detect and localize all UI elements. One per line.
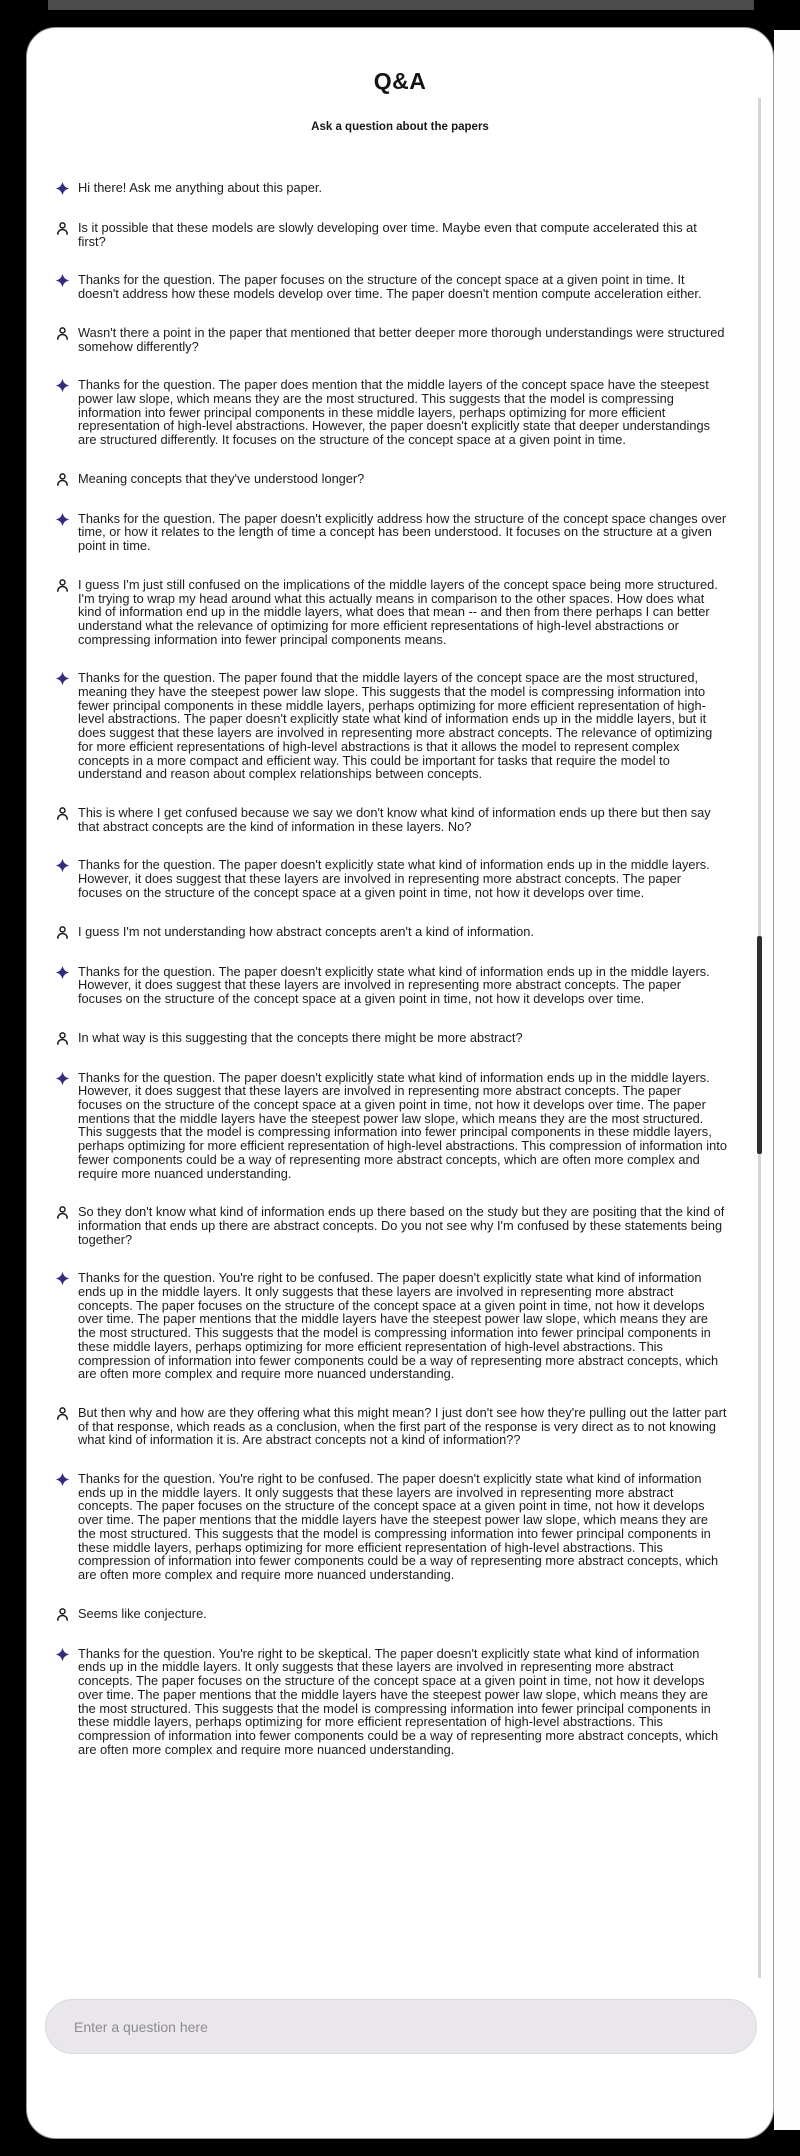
- message-text: This is where I get confused because we say we don't know what kind of information ends up there but then say that abstract concepts are the kind of information in these layers. No?: [78, 804, 711, 834]
- person-icon: [55, 326, 71, 341]
- person-icon: [55, 925, 71, 940]
- sparkle-icon: [55, 671, 71, 686]
- message-text: Thanks for the question. The paper doesn't explicitly state what kind of information ends up in the middle layers. However, it does suggest that these layers are involved in representing more abstract concepts. The paper focuses on the structure of the concept space at a given point in time, not how it develops over time. The paper mentions that the middle layers have the steepest power law slope, which means they are the most structured. This suggests that the model is compressing information into fewer principal components in these middle layers, perhaps optimizing for more efficient representation of high-level abstractions. This compression of information into fewer components could be a way of representing more abstract concepts, which are often more complex and require more nuanced understanding.: [78, 1069, 727, 1181]
- message-text: Is it possible that these models are slowly developing over time. Maybe even that compute accelerated this at first?: [78, 220, 697, 249]
- chat-message-assistant: [55, 273, 727, 300]
- message-text: In what way is this suggesting that the concepts there might be more abstract?: [78, 1029, 523, 1045]
- chat-message-user: [55, 806, 727, 833]
- chat-message-assistant: [55, 512, 727, 553]
- sparkle-icon: [55, 1271, 71, 1286]
- question-input[interactable]: [45, 1999, 757, 2054]
- message-text: Wasn't there a point in the paper that mentioned that better deeper more thorough understandings were structured somehow differently?: [78, 324, 725, 354]
- sparkle-icon: [55, 965, 71, 980]
- chat-message-assistant: [55, 671, 727, 781]
- sparkle-icon: [55, 512, 71, 527]
- qa-panel: [26, 27, 774, 2139]
- message-text: Meaning concepts that they've understood longer?: [78, 470, 365, 486]
- chat-message-assistant: [55, 1071, 727, 1181]
- chat-message-assistant: [55, 181, 727, 196]
- message-text: Thanks for the question. You're right to be confused. The paper doesn't explicitly state what kind of information ends up in the middle layers. It only suggests that these layers are involved in representing more abstract concepts. The paper focuses on the structure of the concept space at a given point in time, not how it develops over time. The paper mentions that the middle layers have the steepest power law slope, which means they are the most structured. This suggests that the model is compressing information into fewer principal components in these middle layers, perhaps optimizing for more efficient representation of high-level abstractions. This compression of information into fewer components could be a way of representing more abstract concepts, which are often more complex and require more nuanced understanding.: [78, 1471, 719, 1582]
- message-text: I guess I'm just still confused on the implications of the middle layers of the concept space being more structured. I'm trying to wrap my head around what this actually means in comparison to the other spaces. How does what kind of information end up in the middle layers, what does that mean -- and then from there perhaps I can better understand what the relevance of optimizing for more efficient representations of high-level abstractions or compressing information into fewer principal components means.: [78, 576, 718, 647]
- chat-message-user: [55, 1607, 727, 1622]
- sparkle-icon: [55, 1647, 71, 1662]
- person-icon: [55, 1205, 71, 1220]
- chat-message-user: [55, 1205, 727, 1246]
- chat-message-user: [55, 1406, 727, 1447]
- chat-message-user: [55, 326, 727, 353]
- person-icon: [55, 1031, 71, 1046]
- chat-message-assistant: [55, 965, 727, 1006]
- chat-message-user: [55, 1031, 727, 1046]
- message-text: Thanks for the question. The paper found that the middle layers of the concept space are the most structured, meaning they have the steepest power law slope. This suggests that the model is compressing information into fewer principal components in these middle layers, perhaps optimizing for more efficient representation of high-level abstractions. The paper doesn't explicitly state what kind of information ends up in the middle layers, but it does suggest that these layers are involved in representing more abstract concepts. The relevance of optimizing for more efficient representations of high-level abstractions is that it allows the model to represent complex concepts in a more compact and efficient way. This could be important for tasks that require the model to understand and reason about complex relationships between concepts.: [78, 670, 713, 782]
- sparkle-icon: [55, 1472, 71, 1487]
- chat-message-assistant: [55, 1472, 727, 1582]
- chat-message-user: [55, 221, 727, 248]
- page-subtitle: Ask a question about the papers: [311, 121, 489, 133]
- window-top-edge: [48, 0, 754, 10]
- person-icon: [55, 578, 71, 593]
- person-icon: [55, 1406, 71, 1421]
- sparkle-icon: [55, 181, 71, 196]
- chat-message-assistant: [55, 1271, 727, 1381]
- person-icon: [55, 1607, 71, 1622]
- chat-message-user: [55, 925, 727, 940]
- message-text: Thanks for the question. You're right to be skeptical. The paper doesn't explicitly state what kind of information ends up in the middle layers. It only suggests that these layers are involved in representing more abstract concepts. The paper focuses on the structure of the concept space at a given point in time, not how it develops over time. The paper mentions that the middle layers have the steepest power law slope, which means they are the most structured. This suggests that the model is compressing information into fewer principal components in these middle layers, perhaps optimizing for more efficient representation of high-level abstractions. This compression of information into fewer components could be a way of representing more abstract concepts, which are often more complex and require more nuanced understanding.: [78, 1645, 719, 1757]
- person-icon: [55, 472, 71, 487]
- message-text: But then why and how are they offering what this might mean? I just don't see how they're pulling out the latter part of that response, which reads as a conclusion, when the first part of the response is very direct as to not knowing what kind of information it is. Are abstract concepts not a kind of information??: [78, 1404, 727, 1448]
- message-text: Thanks for the question. The paper doesn't explicitly state what kind of information ends up in the middle layers. However, it does suggest that these layers are involved in representing more abstract concepts. The paper focuses on the structure of the concept space at a given point in time, not how it develops over time.: [78, 857, 710, 900]
- chat-message-assistant: [55, 858, 727, 899]
- sparkle-icon: [55, 273, 71, 288]
- person-icon: [55, 806, 71, 821]
- chat-message-assistant: [55, 378, 727, 447]
- chat-message-user: [55, 578, 727, 647]
- sparkle-icon: [55, 378, 71, 393]
- message-text: Thanks for the question. The paper does mention that the middle layers of the concept space have the steepest power law slope, which means they are the most structured. This suggests that the model is compressing information into fewer principal components in these middle layers, perhaps optimizing for more efficient representation of high-level abstractions. However, the paper doesn't explicitly state that deeper understandings are structured differently. It focuses on the structure of the concept space at a given point in time.: [78, 377, 711, 448]
- chat-message-assistant: [55, 1647, 727, 1757]
- message-text: So they don't know what kind of information ends up there based on the study but they are positing that the kind of information that ends up there are abstract concepts. Do you not see why I'm confused by these statements being together?: [78, 1204, 725, 1247]
- message-text: Thanks for the question. The paper doesn't explicitly address how the structure of the concept space changes over time, or how it relates to the length of time a concept has been understood. It focuses on the structure at a given point in time.: [78, 510, 727, 554]
- message-text: Seems like conjecture.: [78, 1605, 207, 1621]
- page-right-gutter: [774, 30, 800, 2130]
- message-text: I guess I'm not understanding how abstract concepts aren't a kind of information.: [78, 923, 534, 939]
- message-text: Thanks for the question. The paper doesn't explicitly state what kind of information ends up in the middle layers. However, it does suggest that these layers are involved in representing more abstract concepts. The paper focuses on the structure of the concept space at a given point in time, not how it develops over time.: [78, 963, 710, 1006]
- page-title: Q&A: [373, 68, 427, 94]
- message-text: Thanks for the question. You're right to be confused. The paper doesn't explicitly state what kind of information ends up in the middle layers. It only suggests that these layers are involved in representing more abstract concepts. The paper focuses on the structure of the concept space at a given point in time, not how it develops over time. The paper mentions that the middle layers have the steepest power law slope, which means they are the most structured. This suggests that the model is compressing information into fewer principal components in these middle layers, perhaps optimizing for more efficient representation of high-level abstractions. This compression of information into fewer components could be a way of representing more abstract concepts, which are often more complex and require more nuanced understanding.: [78, 1270, 719, 1382]
- message-list: [27, 181, 773, 1756]
- message-text: Hi there! Ask me anything about this paper.: [78, 180, 322, 195]
- chat-message-user: [55, 472, 727, 487]
- person-icon: [55, 221, 71, 236]
- sparkle-icon: [55, 1071, 71, 1086]
- message-text: Thanks for the question. The paper focuses on the structure of the concept space at a given point in time. It doesn't address how these models develop over time. The paper doesn't mention compute acceleration either.: [78, 272, 702, 302]
- scrollbar-thumb[interactable]: [757, 936, 762, 1154]
- panel-header: [27, 28, 773, 133]
- sparkle-icon: [55, 858, 71, 873]
